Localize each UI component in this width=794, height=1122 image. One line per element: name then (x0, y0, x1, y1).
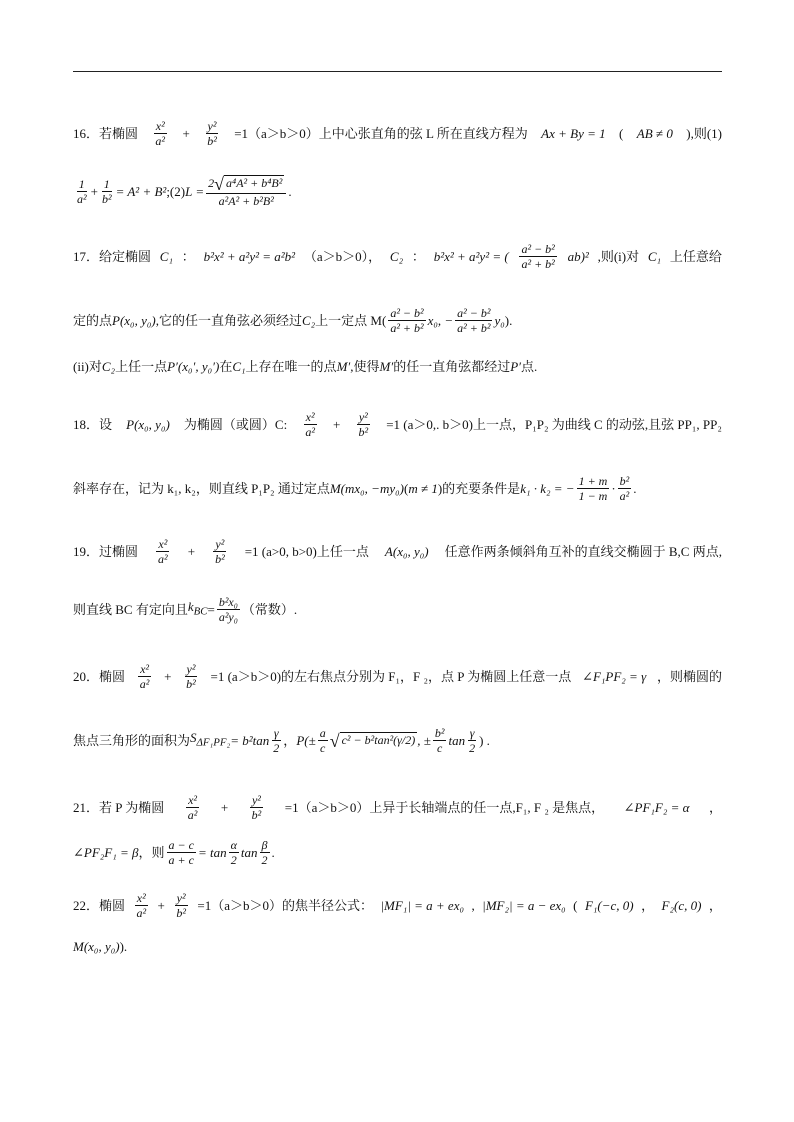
text-segment: ),则(1) (686, 125, 722, 141)
text-segment: ， (641, 897, 655, 913)
fraction-numerator: 1 + m (578, 474, 608, 488)
text-segment: 上任意给 (669, 248, 722, 264)
math-text: ∠F₁PF₂ = γ (582, 668, 647, 684)
fraction-denominator: 2 (261, 853, 268, 867)
fraction-numerator: y² (215, 537, 225, 551)
square-root (330, 732, 418, 750)
text-segment: ： (411, 248, 425, 264)
coefficient: 2 (208, 175, 215, 190)
fraction-numerator: a² − b² (457, 306, 491, 320)
fraction-denominator: c (320, 741, 326, 755)
fraction-denominator: b² (358, 425, 369, 439)
fraction-numerator: y² (207, 119, 217, 133)
math-text: = b²tan (230, 732, 270, 748)
fraction (138, 662, 152, 691)
math-text: tan (240, 844, 258, 860)
fraction-denominator: c (437, 741, 443, 755)
text-segment: (ii)对 (73, 359, 102, 374)
math-text: C₁ (159, 248, 173, 264)
fraction-numerator: a (319, 726, 326, 740)
text-segment: + (187, 543, 196, 559)
fraction (174, 891, 188, 920)
fraction-denominator: a² (187, 808, 198, 822)
fraction (134, 891, 148, 920)
math-text: P(x₀, y₀) (126, 416, 170, 432)
text-segment: ) . (479, 732, 490, 748)
math-text: C₁ (647, 248, 662, 264)
text-segment: + (90, 183, 98, 199)
math-text: C₂ (301, 312, 316, 328)
text-segment: 19．过椭圆 (73, 543, 139, 559)
text-segment: 则直线 BC 有定向且 (73, 601, 188, 617)
math-text: P′(x₀′, y₀′) (167, 359, 220, 374)
text-segment: ,它的任一直角弦必须经过 (155, 312, 302, 328)
text-segment: ： (181, 248, 195, 264)
text-segment: 18．设 (73, 416, 113, 432)
fraction-numerator: x² (155, 119, 165, 133)
text-segment: 在 (219, 359, 233, 374)
text-segment: ， (708, 897, 722, 913)
text-segment: ( (619, 125, 624, 141)
fraction-numerator: γ (273, 726, 279, 740)
fraction-numerator (206, 175, 286, 194)
fraction-denominator: b² (207, 134, 217, 148)
fraction (153, 119, 167, 148)
math-text: $S_{\Delta F_1PF_2}$ (190, 730, 231, 749)
fraction (156, 537, 170, 566)
square-root (214, 175, 284, 193)
radicand: a⁴A² + b⁴B² (224, 175, 284, 193)
fraction-denominator: b² (101, 192, 112, 206)
fraction (167, 838, 196, 867)
text-segment: ,使得 (350, 359, 380, 374)
fraction-numerator: a² − b² (521, 242, 555, 256)
text-segment: 焦点三角形的面积为 (73, 732, 191, 748)
math-text: M′ (379, 359, 394, 374)
fraction-denominator: b² (251, 808, 262, 822)
math-text: M(x₀, y₀) (73, 939, 120, 954)
fraction (217, 595, 240, 624)
fraction-denominator: b² (186, 677, 196, 691)
subscript: BC (193, 605, 208, 618)
item-19-line-2 (73, 595, 722, 624)
fraction (213, 537, 227, 566)
fraction-denominator: a² + b² (521, 257, 555, 271)
text-segment: ). (119, 939, 128, 954)
fraction (318, 726, 328, 755)
math-text: = tan (197, 844, 227, 860)
fraction-numerator: y² (176, 891, 186, 905)
text-segment: ， (708, 799, 722, 815)
text-segment: · (611, 480, 616, 496)
text-segment: ， (283, 732, 297, 748)
math-text: P(± (296, 732, 316, 748)
fraction-denominator: a² + b² (457, 321, 491, 335)
text-segment: ;(2) (166, 183, 186, 199)
math-text: ab)² (567, 248, 589, 264)
item-20-line-1 (73, 662, 722, 691)
text-segment: =1（a＞b＞0）的焦半径公式： (197, 897, 373, 913)
header-rule (73, 71, 722, 72)
radical-sign: √ (329, 730, 340, 751)
math-text: |MF₂| = a − ex₀ (482, 897, 566, 913)
fraction (186, 793, 200, 822)
fraction-numerator: x² (188, 793, 197, 807)
fraction-denominator: a² (305, 425, 315, 439)
fraction (303, 410, 317, 439)
math-text: AB ≠ 0 (636, 125, 673, 141)
item-16-line-1 (73, 119, 722, 148)
math-text: tan (448, 732, 466, 748)
math-text: ∠PF₂F₁ = β (73, 844, 139, 860)
text-segment: + (333, 416, 341, 432)
fraction (433, 726, 447, 755)
fraction-numerator: a − c (168, 838, 194, 852)
fraction-numerator: y² (251, 793, 261, 807)
fraction (260, 838, 270, 867)
text-segment: 上任一点 (115, 359, 168, 374)
fraction (184, 662, 198, 691)
fraction (250, 793, 264, 822)
text-segment: ，则椭圆的 (656, 668, 722, 684)
text-segment: ). (504, 312, 513, 328)
math-text: C₁ (232, 359, 246, 374)
text-segment: =1（a＞b＞0）上异于长轴端点的任一点,F₁, F ₂ 是焦点， (284, 799, 605, 815)
math-text: A(x₀, y₀) (384, 543, 429, 559)
fraction-denominator: a²y₀ (218, 610, 238, 624)
text-segment: + (182, 125, 190, 141)
text-segment: 点. (521, 359, 538, 374)
math-text: m ≠ 1 (408, 480, 438, 496)
fraction (229, 838, 239, 867)
math-text: x₀, − (427, 312, 454, 328)
fraction (206, 175, 286, 208)
item-21-line-1 (73, 793, 722, 822)
fraction-numerator: x² (140, 662, 150, 676)
text-segment: = (207, 601, 215, 617)
math-text: = A² + B² (115, 183, 167, 199)
fraction-numerator: y² (358, 410, 368, 424)
item-21-line-2 (73, 838, 722, 867)
item-22-line-1 (73, 891, 722, 920)
fraction-numerator: β (261, 838, 268, 852)
item-17-line-1 (73, 242, 722, 271)
text-segment: 定的点 (73, 312, 113, 328)
math-text: F₂(c, 0) (661, 897, 702, 913)
fraction-denominator: a² (77, 192, 87, 206)
fraction-denominator: a² + b² (390, 321, 424, 335)
text-segment: （常数）. (241, 601, 298, 617)
text-segment: =1 (a>0, b>0)上任一点 (244, 543, 369, 559)
math-text: M(mx₀, −my₀) (329, 480, 404, 496)
math-text: |MF₁| = a + ex₀ (380, 897, 464, 913)
text-segment: )的充要条件是 (437, 480, 521, 496)
fraction-numerator: b²x₀ (218, 595, 238, 609)
item-17-line-2 (73, 306, 722, 335)
fraction-denominator: a² (155, 134, 166, 148)
fraction (357, 410, 371, 439)
fraction-denominator: a² (136, 906, 147, 920)
fraction-denominator: b² (215, 552, 225, 566)
text-segment: ，则 (138, 844, 165, 860)
fraction-denominator: 2 (469, 741, 476, 755)
fraction (388, 306, 425, 335)
math-text: k₁ · k₂ = − (520, 480, 575, 496)
fraction-denominator: a² (139, 677, 150, 691)
text-segment: =1 (a＞0,. b＞0)上一点，P₁P₂ 为曲线 C 的动弦,且弦 PP₁, PP₂ (386, 416, 722, 432)
item-17-line-3 (73, 357, 722, 377)
fraction-denominator: 1 − m (578, 489, 608, 503)
math-text: P′ (510, 359, 522, 374)
item-22-line-2 (73, 937, 722, 957)
fraction-numerator: x² (136, 891, 146, 905)
math-text: Ax + By = 1 (541, 125, 606, 141)
math-text: ∠PF₁F₂ = α (623, 799, 690, 815)
text-segment: 上存在唯一的点 (245, 359, 337, 374)
math-text: $k_{BC}$ (187, 599, 208, 618)
fraction-denominator: a² (619, 489, 630, 503)
math-text: M′ (336, 359, 351, 374)
item-18-line-1 (73, 410, 722, 439)
radical-sign: √ (214, 174, 225, 194)
item-18-line-2 (73, 474, 722, 503)
math-text: , ± (417, 732, 431, 748)
math-text: L = (185, 183, 205, 199)
fraction-numerator: a² − b² (390, 306, 424, 320)
fraction-denominator: a² (158, 552, 168, 566)
fraction (455, 306, 492, 335)
math-text: C₂ (101, 359, 116, 374)
fraction-numerator: b² (619, 474, 630, 488)
fraction-numerator: y² (186, 662, 196, 676)
math-text: F₁(−c, 0) (584, 897, 634, 913)
math-text: b²x² + a²y² = a²b² (203, 248, 296, 264)
text-segment: 20．椭圆 (73, 668, 126, 684)
fraction-numerator: γ (469, 726, 475, 740)
fraction-denominator: 2 (230, 853, 237, 867)
text-segment: 为椭圆（或圆）C: (183, 416, 288, 432)
fraction-numerator: 1 (103, 177, 110, 191)
text-segment: 的任一直角弦都经过 (393, 359, 511, 374)
fraction (271, 726, 281, 755)
fraction (467, 726, 477, 755)
text-segment: . (271, 844, 275, 860)
fraction-denominator: 2 (273, 741, 280, 755)
math-text: C₂ (389, 248, 404, 264)
fraction (577, 474, 610, 503)
item-19-line-1 (73, 537, 722, 566)
fraction-numerator: x² (305, 410, 315, 424)
text-segment: . (633, 480, 637, 496)
fraction (75, 177, 89, 206)
fraction (618, 474, 632, 503)
item-16-line-2 (73, 175, 722, 208)
fraction-denominator: b² (176, 906, 186, 920)
text-segment: ( (573, 897, 578, 913)
fraction-numerator: b² (434, 726, 445, 740)
text-segment: =1（a＞b＞0）上中心张直角的弦 L 所在直线方程为 (234, 125, 528, 141)
text-segment: ( (403, 480, 409, 496)
text-segment: 22．椭圆 (73, 897, 126, 913)
text-segment: 任意作两条倾斜角互补的直线交椭圆于 B,C 两点, (444, 543, 722, 559)
text-segment: ,则(i)对 (597, 248, 640, 264)
text-segment: =1 (a＞b＞0)的左右焦点分别为 F₁，F ₂，点 P 为椭圆上任意一点 (210, 668, 572, 684)
fraction-numerator: 1 (78, 177, 85, 191)
text-segment: + (157, 897, 165, 913)
text-segment: 上一定点 M( (315, 312, 387, 328)
math-text: b²x² + a²y² = ( (433, 248, 509, 264)
text-segment: . (288, 183, 292, 199)
item-20-line-2 (73, 726, 722, 755)
fraction-numerator: x² (158, 537, 168, 551)
math-text: P(x₀, y₀) (112, 312, 156, 328)
text-segment: 16．若椭圆 (73, 125, 139, 141)
text-segment: （a＞b＞0）， (303, 248, 382, 264)
math-text: y₀ (494, 312, 505, 328)
fraction (100, 177, 114, 206)
fraction (519, 242, 556, 271)
fraction-denominator: a + c (168, 853, 194, 867)
text-segment: 斜率存在，记为 k₁, k₂，则直线 P₁P₂ 通过定点 (73, 480, 330, 496)
text-segment: + (164, 668, 172, 684)
radicand: c² − b²tan²(γ/2) (340, 732, 418, 750)
text-segment: 21．若 P 为椭圆 (73, 799, 165, 815)
text-segment: , (471, 897, 475, 913)
fraction (205, 119, 219, 148)
text-segment: + (220, 799, 229, 815)
subscript: ΔF₁PF₂ (196, 736, 231, 749)
fraction-numerator: α (230, 838, 237, 852)
fraction-denominator: a²A² + b²B² (218, 194, 274, 208)
text-segment: 17．给定椭圆 (73, 248, 152, 264)
